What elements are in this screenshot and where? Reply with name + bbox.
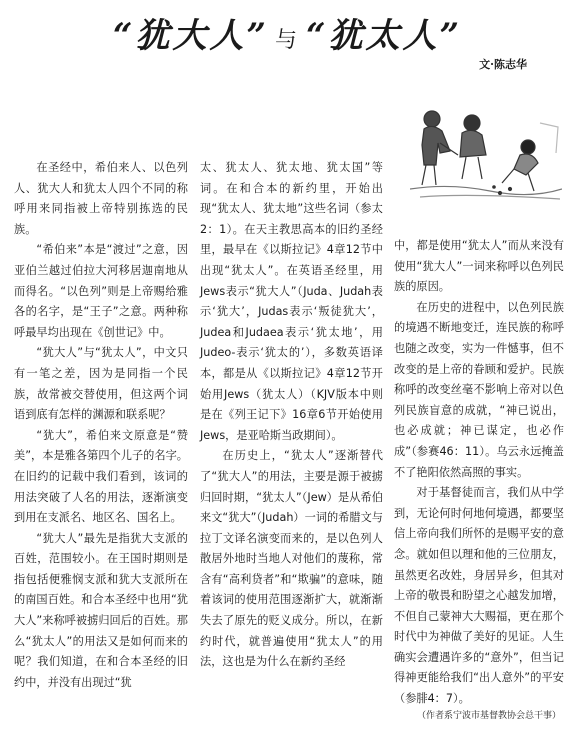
author-note: （作者系宁波市基督教协会总干事） bbox=[416, 711, 561, 721]
paragraph: “犹大”，希伯来文原意是“赞美”，本是雅各第四个儿子的名字。在旧约的记载中我们看到，该词的用法突破了人名的用法，逐渐演变到用在支派名、地区名、国名上。 bbox=[14, 428, 188, 525]
people-gathering-illustration bbox=[410, 93, 562, 203]
author-byline: 文·陈志华 bbox=[479, 58, 527, 71]
paragraph: “犹大人”与“犹太人”，中文只有一笔之差，因为是同指一个民族，故常被交替使用，但这两个词语到底有怎样的渊源和联系呢？ bbox=[14, 346, 188, 422]
paragraph: 对于基督徒而言，我们从中学到，无论何时何地何境遇，都要坚信上帝向我们所怀的是赐平安的意念。就如但以理和他的三位朋友，虽然更名改姓，身居异乡，但其对上帝的敬畏和盼望之心越发加增，不但自己蒙神大大赐福，更在那个时代中为神做了美好的见证。人生确实会遭遇许多的“意外”，但当记得神更能给我们“出人意外”的平安（参腓4：7）。 bbox=[394, 486, 564, 706]
paragraph: 在历史上，“犹太人”逐渐替代了“犹大人”的用法，主要是源于被掳归回时期，“犹太人”（Jew）是从希伯来文“犹大”（Judah）一词的希腊文与拉丁文译名演变而来的，是以色列人散居外地时当地人对他们的蔑称，常含有“高利贷者”和“欺骗”的意味，随着该词的使用范围逐渐扩大，就渐渐失去了原先的贬义成分。所以，在新约时代，就普遍使用“犹太人”的用法，这也是为什么在新约圣经 bbox=[200, 449, 383, 669]
title-right: “犹太人” bbox=[306, 16, 463, 56]
paragraph: 在圣经中，希伯来人、以色列人、犹大人和犹太人四个不同的称呼用来同指被上帝特别拣选的民族。 bbox=[14, 161, 188, 236]
title-connector: 与 bbox=[274, 28, 300, 53]
paragraph: “犹大人”最先是指犹大支派的百姓，范围较小。在王国时期则是指包括便雅悯支派和犹大支派所在的南国百姓。和合本圣经中也用“犹大人”来称呼被掳归回后的百姓。那么“犹太人”的用法又是如何而来的呢？我们知道，在和合本圣经的旧约中，并没有出现过“犹 bbox=[14, 531, 188, 689]
paragraph: “希伯来”本是“渡过”之意，因亚伯兰越过伯拉大河移居迦南地从而得名。“以色列”则是上帝赐给雅各的名字，是“王子”之意。两种称呼最早均出现在《创世记》中。 bbox=[14, 243, 188, 339]
paragraph: 中，都是使用“犹太人”而从来没有使用“犹大人”一词来称呼以色列民族的原因。 bbox=[394, 239, 564, 294]
paragraph: 太、犹太人、犹太地、犹太国”等词。在和合本的新约里，开始出现“犹太人、犹太地”这些名词（参太2：1）。在天主教思高本的旧约圣经里，最早在《以斯拉记》4章12节中出现“犹太人”。在英语圣经里，用Jews表示“犹大人”（Juda、Judah表示‘犹大’，Judas表示‘叛徒犹大’，Judea和Judaea表示‘犹太地’，用Judeo-表示‘犹太的’），多数英语译本，都是从《以斯拉记》4章12节开始用Jews（犹太人）（KJV版本中则是在《列王记下》16章6节开始使用Jews，是亚哈斯当政期间）。 bbox=[200, 161, 383, 442]
column-2 bbox=[200, 158, 383, 673]
column-3 bbox=[394, 236, 564, 710]
column-1 bbox=[14, 158, 188, 693]
title-left: “犹大人” bbox=[112, 16, 269, 56]
article-title bbox=[0, 8, 575, 57]
paragraph: 在历史的进程中，以色列民族的境遇不断地变迁，连民族的称呼也随之改变，实为一件憾事，但不改变的是上帝的眷顾和爱护。民族称呼的改变丝毫不影响上帝对以色列民族盲意的成就，“神已说出，也必成就；神已谋定，也必作成”（参赛46：11）。乌云永远掩盖不了艳阳依然高照的事实。 bbox=[394, 300, 564, 479]
